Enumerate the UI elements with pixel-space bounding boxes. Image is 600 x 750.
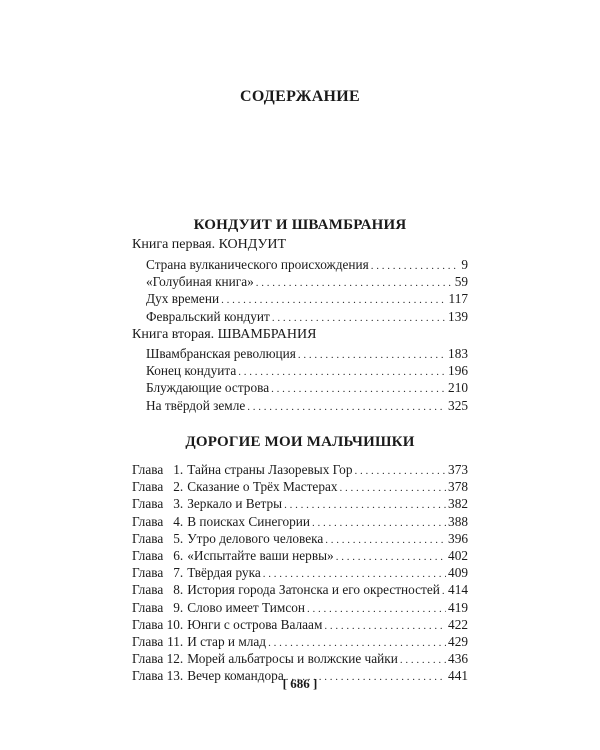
toc-entry-page: 139 bbox=[448, 308, 468, 324]
chapter-word: Глава bbox=[132, 462, 164, 477]
page-title: СОДЕРЖАНИЕ bbox=[239, 88, 361, 105]
leader-dots bbox=[307, 601, 446, 618]
toc-chapter-entry[interactable] bbox=[132, 650, 468, 667]
chapter-word: Глава bbox=[132, 668, 164, 684]
toc-entry-page: 429 bbox=[448, 633, 468, 649]
toc-entry-page: 378 bbox=[448, 479, 468, 495]
toc-entry-title: Тайна страны Лазоревых Гор bbox=[187, 462, 353, 477]
toc-entry-page: 441 bbox=[448, 668, 468, 684]
toc-entry-page: 382 bbox=[448, 496, 468, 512]
leader-dots bbox=[442, 583, 446, 600]
chapter-number: 8. bbox=[173, 582, 184, 598]
toc-entry-title: Блуждающие острова bbox=[146, 380, 270, 396]
toc-entry-title: Февральский кондуит bbox=[146, 308, 270, 324]
toc-entry-title: «Голубиная книга» bbox=[146, 274, 254, 290]
chapter-number: 7. bbox=[173, 565, 184, 581]
toc-entry-page: 436 bbox=[448, 651, 468, 667]
chapter-number: 1. bbox=[173, 462, 184, 477]
toc-entry-title: И стар и млад bbox=[187, 633, 267, 649]
toc-entry-page: 422 bbox=[448, 616, 468, 632]
toc-chapter-entry[interactable] bbox=[132, 547, 468, 564]
chapter-number: 2. bbox=[173, 479, 184, 495]
toc-chapter-entry[interactable] bbox=[132, 599, 468, 616]
toc-entry-title: История города Затонска и его окрестностей bbox=[187, 582, 440, 598]
toc-entry-page: 196 bbox=[448, 363, 468, 379]
leader-dots bbox=[354, 463, 446, 480]
toc-entry-title: Зеркало и Ветры bbox=[187, 496, 283, 512]
chapter-number: 5. bbox=[173, 530, 184, 546]
chapter-number: 10. bbox=[166, 616, 184, 632]
toc-entry-title: Швамбранская революция bbox=[146, 346, 296, 361]
toc-entry-title: Дух времени bbox=[146, 291, 220, 307]
toc-chapters-list bbox=[132, 461, 468, 684]
toc-entry[interactable] bbox=[146, 290, 468, 307]
toc-entry-page: 419 bbox=[448, 599, 468, 615]
toc-entry-title: Конец кондуита bbox=[146, 363, 237, 379]
leader-dots bbox=[238, 364, 446, 381]
toc-chapter-entry[interactable] bbox=[132, 616, 468, 633]
leader-dots bbox=[340, 480, 447, 497]
toc-entry-title: Страна вулканического происхождения bbox=[146, 257, 369, 272]
chapter-word: Глава bbox=[132, 616, 164, 632]
leader-dots bbox=[324, 618, 446, 635]
leader-dots bbox=[272, 310, 446, 327]
chapter-number: 3. bbox=[173, 496, 184, 512]
toc-book2-list bbox=[146, 345, 468, 414]
chapter-word: Глава bbox=[132, 651, 164, 667]
toc-entry[interactable] bbox=[146, 397, 468, 414]
leader-dots bbox=[400, 652, 446, 669]
leader-dots bbox=[256, 275, 453, 292]
chapter-number: 6. bbox=[173, 547, 184, 563]
toc-entry-title: Твёрдая рука bbox=[187, 565, 261, 581]
toc-entry[interactable] bbox=[146, 379, 468, 396]
chapter-word: Глава bbox=[132, 479, 164, 495]
toc-chapter-entry[interactable] bbox=[132, 513, 468, 530]
leader-dots bbox=[371, 258, 460, 275]
toc-entry-title: На твёрдой земле bbox=[146, 397, 246, 413]
chapter-word: Глава bbox=[132, 547, 164, 563]
toc-entry-title: В поисках Синегории bbox=[187, 513, 310, 529]
toc-entry-title: Вечер командора bbox=[187, 668, 284, 684]
toc-entry-page: 409 bbox=[448, 565, 468, 581]
chapter-word: Глава bbox=[132, 582, 164, 598]
toc-entry-title: Утро делового человека bbox=[187, 530, 324, 546]
chapter-word: Глава bbox=[132, 599, 164, 615]
chapter-number: 4. bbox=[173, 513, 184, 529]
toc-entry-page: 325 bbox=[448, 397, 468, 413]
leader-dots bbox=[247, 399, 446, 416]
leader-dots bbox=[271, 381, 446, 398]
chapter-number: 12. bbox=[166, 651, 184, 667]
toc-chapter-entry[interactable] bbox=[132, 495, 468, 512]
toc-entry-title: Морей альбатросы и волжские чайки bbox=[187, 651, 398, 667]
leader-dots bbox=[325, 532, 446, 549]
toc-book1-list bbox=[146, 256, 468, 325]
book-title-2: Книга вторая. ШВАМБРАНИЯ bbox=[132, 327, 317, 342]
toc-entry-page: 396 bbox=[448, 530, 468, 546]
toc-chapter-entry[interactable] bbox=[132, 478, 468, 495]
toc-entry[interactable] bbox=[146, 362, 468, 379]
chapter-number: 11. bbox=[167, 633, 184, 649]
toc-entry-page: 9 bbox=[461, 257, 468, 272]
page-number: [ 686 ] bbox=[282, 676, 318, 691]
section-title-part2: ДОРОГИЕ МОИ МАЛЬЧИШКИ bbox=[185, 434, 415, 450]
toc-chapter-entry[interactable] bbox=[132, 530, 468, 547]
toc-entry-page: 373 bbox=[448, 462, 468, 477]
toc-entry[interactable] bbox=[146, 308, 468, 325]
toc-entry-page: 59 bbox=[454, 274, 468, 290]
chapter-word: Глава bbox=[132, 513, 164, 529]
chapter-word: Глава bbox=[132, 530, 164, 546]
leader-dots bbox=[298, 347, 446, 364]
book-title-1: Книга первая. КОНДУИТ bbox=[132, 237, 287, 252]
toc-entry-title: «Испытайте ваши нервы» bbox=[187, 547, 334, 563]
toc-entry[interactable] bbox=[146, 256, 468, 273]
toc-entry-page: 414 bbox=[448, 582, 468, 598]
toc-entry-page: 388 bbox=[448, 513, 468, 529]
leader-dots bbox=[336, 549, 446, 566]
toc-chapter-entry[interactable] bbox=[132, 633, 468, 650]
toc-entry-page: 210 bbox=[448, 380, 468, 396]
toc-entry-page: 117 bbox=[448, 291, 468, 307]
toc-chapter-entry[interactable] bbox=[132, 581, 468, 598]
section-title-part1: КОНДУИТ И ШВАМБРАНИЯ bbox=[193, 217, 407, 233]
toc-entry[interactable] bbox=[146, 345, 468, 362]
chapter-word: Глава bbox=[132, 565, 164, 581]
chapter-word: Глава bbox=[132, 633, 164, 649]
toc-entry-title: Сказание о Трёх Мастерах bbox=[187, 479, 338, 495]
toc-entry-title: Слово имеет Тимсон bbox=[187, 599, 306, 615]
chapter-number: 13. bbox=[166, 668, 184, 684]
toc-chapter-entry[interactable] bbox=[132, 564, 468, 581]
chapter-number: 9. bbox=[173, 599, 184, 615]
toc-entry-title: Юнги с острова Валаам bbox=[187, 616, 323, 632]
chapter-word: Глава bbox=[132, 496, 164, 512]
toc-entry[interactable] bbox=[146, 273, 468, 290]
leader-dots bbox=[312, 515, 446, 532]
toc-entry-page: 183 bbox=[448, 346, 468, 361]
toc-entry-page: 402 bbox=[448, 547, 468, 563]
toc-chapter-entry[interactable] bbox=[132, 461, 468, 478]
